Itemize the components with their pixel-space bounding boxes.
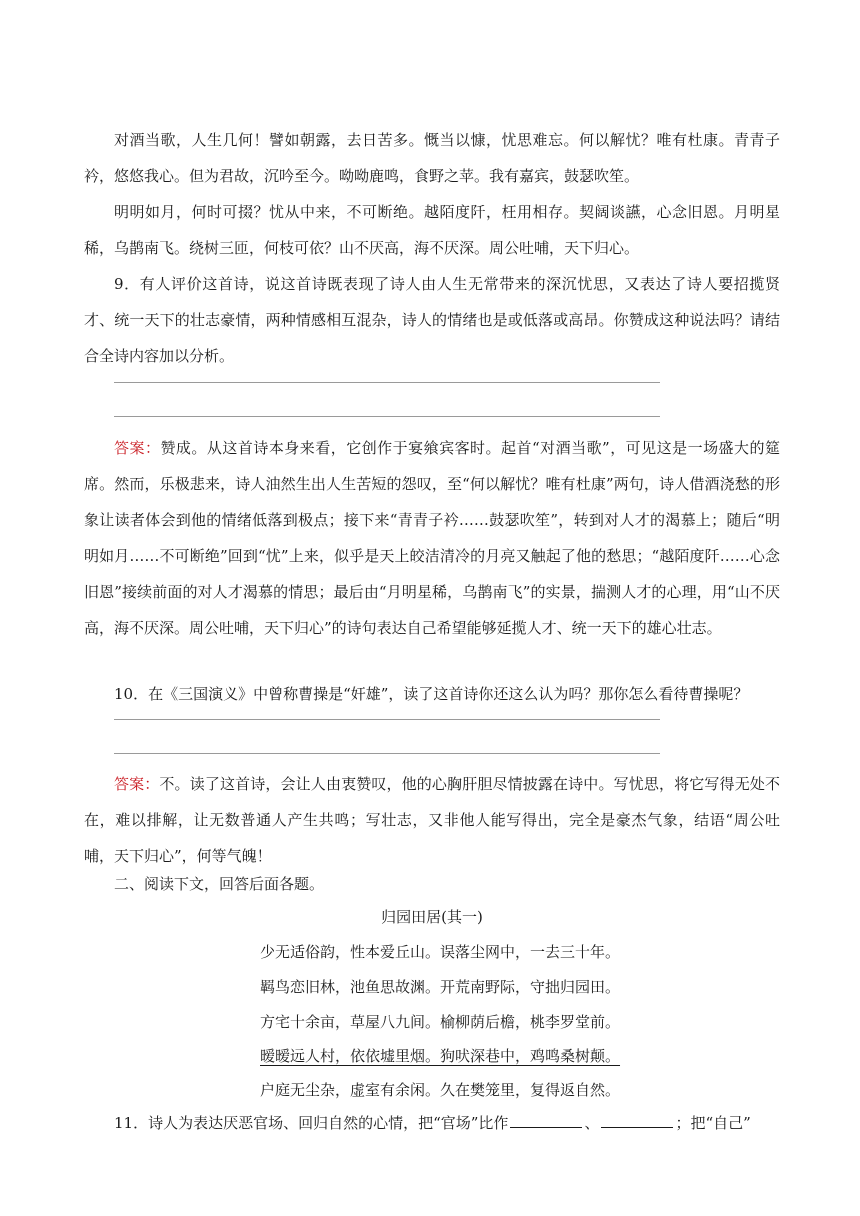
answer-label: 答案： [114,439,161,457]
question-11-part2: ；把“自己” [675,1114,751,1132]
question-11-part1: 11．诗人为表达厌恶官场、回归自然的心情，把“官场”比作 [114,1114,509,1132]
fill-blank-1[interactable] [510,1113,582,1128]
answer-q10 [84,766,780,874]
poem1-stanza1: 对酒当歌，人生几何！譬如朝露，去日苦多。慨当以慷，忧思难忘。何以解忧？唯有杜康。青青子衿，悠悠我心。但为君故，沉吟至今。呦呦鹿鸣，食野之苹。我有嘉宾，鼓瑟吹笙。 [84,131,780,185]
poem2-line: 羁鸟恋旧林，池鱼思故渊。开荒南野际，守拙归园田。 [260,978,621,996]
question-9: 9．有人评价这首诗，说这首诗既表现了诗人由人生无常带来的深沉忧思，又表达了诗人要招揽贤才、统一天下的壮志豪情，两种情感相互混杂，诗人的情绪也是或低落或高昂。你赞成这种说法吗？请结合全诗内容加以分析。 [84,275,780,365]
answer-line-q9-2[interactable] [114,416,660,417]
poem2-line: 少无适俗韵，性本爱丘山。误落尘网中，一去三十年。 [260,943,621,961]
question-11 [84,1105,780,1141]
section-2-heading: 二、阅读下文，回答后面各题。 [114,875,325,893]
answer-label: 答案： [114,775,160,793]
poem2-line: 方宅十余亩，草屋八九间。榆柳荫后檐，桃李罗堂前。 [260,1013,621,1031]
fill-blank-2[interactable] [601,1113,673,1128]
answer-q9-text: 赞成。从这首诗本身来看，它创作于宴飨宾客时。起首“对酒当歌”，可见这是一场盛大的筵席。然而，乐极悲来，诗人油然生出人生苦短的怨叹，至“何以解忧？唯有杜康”两句，诗人借酒浇愁的形象让读者体会到他的情绪低落到极点；接下来“青青子衿……鼓瑟吹笙”，转到对人才的渴慕上；随后“明明如月……不可断绝”回到“忧”上来，似乎是天上皎洁清冷的月亮又触起了他的愁思；“越陌度阡……心念旧恩”接续前面的对人才渴慕的情思；最后由“月明星稀，乌鹊南飞”的实景，揣测人才的心理，用“山不厌高，海不厌深。周公吐哺，天下归心”的诗句表达自己希望能够延揽人才、统一天下的雄心壮志。 [84,439,780,637]
answer-line-q10-1[interactable] [114,719,660,720]
poem2-line: 户庭无尘杂，虚室有余闲。久在樊笼里，复得返自然。 [260,1081,621,1099]
question-11-sep: 、 [584,1114,600,1132]
poem2-title: 归园田居(其一) [381,908,483,926]
poem1-stanza2: 明明如月，何时可掇？忧从中来，不可断绝。越陌度阡，枉用相存。契阔谈讌，心念旧恩。月明星稀，乌鹊南飞。绕树三匝，何枝可依？山不厌高，海不厌深。周公吐哺，天下归心。 [84,203,780,257]
answer-q10-text: 不。读了这首诗，会让人由衷赞叹，他的心胸肝胆尽情披露在诗中。写忧思，将它写得无处不在，难以排解，让无数普通人产生共鸣；写壮志，又非他人能写得出，完全是豪杰气象，结语“周公吐哺，天下归心”，何等气魄！ [84,775,780,865]
answer-q9 [84,430,780,646]
question-10: 10．在《三国演义》中曾称曹操是“奸雄”，读了这首诗你还这么认为吗？那你怎么看待曹操呢？ [114,685,749,703]
poem2-line-underlined: 暧暧远人村，依依墟里烟。狗吠深巷中，鸡鸣桑树颠。 [260,1047,621,1065]
answer-line-q9-1[interactable] [114,382,660,383]
answer-line-q10-2[interactable] [114,753,660,754]
